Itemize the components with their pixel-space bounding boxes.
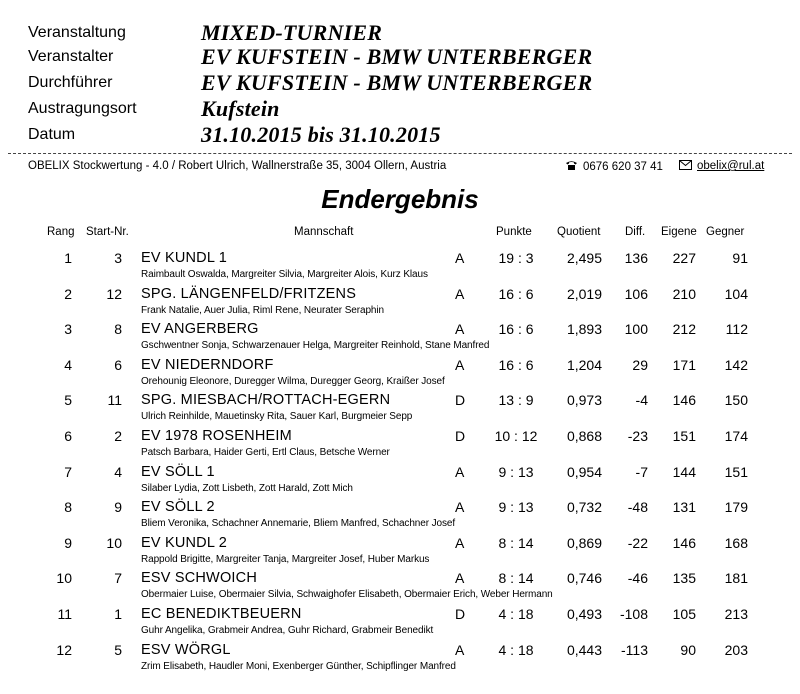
header-diff: Diff. [625, 226, 646, 238]
phone-number: 0676 620 37 41 [583, 161, 663, 173]
quotient-cell: 0,746 [566, 570, 602, 587]
table-row [0, 606, 800, 642]
group-cell: A [455, 285, 465, 302]
opponent-points-cell: 203 [724, 641, 748, 658]
group-cell: A [455, 641, 465, 658]
start-number-cell: 8 [114, 321, 122, 338]
meta-row [0, 70, 800, 98]
header-eigene: Eigene [661, 226, 697, 238]
own-points-cell: 146 [672, 392, 696, 409]
own-points-cell: 131 [672, 499, 696, 516]
team-players: Frank Natalie, Auer Julia, Riml Rene, Neurater Seraphin [141, 304, 384, 316]
team-name: EV ANGERBERG [141, 321, 259, 338]
meta-label: Durchführer [28, 74, 113, 91]
phone-contact [565, 160, 663, 173]
diff-cell: -48 [627, 499, 648, 516]
quotient-cell: 2,019 [566, 285, 602, 302]
meta-value: EV KUFSTEIN - BMW UNTERBERGER [201, 70, 593, 95]
team-name: EV KUNDL 1 [141, 250, 228, 266]
table-row [0, 286, 800, 322]
start-number-cell: 9 [114, 499, 122, 516]
table-row [0, 357, 800, 393]
diff-cell: -4 [635, 392, 648, 409]
meta-value: EV KUFSTEIN - BMW UNTERBERGER [201, 44, 593, 69]
meta-row [0, 44, 800, 72]
diff-cell: -22 [627, 534, 648, 551]
meta-value: 31.10.2015 bis 31.10.2015 [201, 122, 441, 147]
points-cell: 8 : 14 [498, 534, 534, 551]
points-cell: 4 : 18 [498, 641, 534, 658]
quotient-cell: 1,893 [566, 321, 602, 338]
group-cell: A [455, 321, 465, 338]
header-start-nr: Start-Nr. [86, 226, 129, 238]
opponent-points-cell: 151 [724, 463, 748, 480]
header-rang: Rang [47, 226, 75, 238]
divider [8, 153, 792, 154]
rank-cell: 10 [56, 570, 72, 587]
diff-cell: -7 [635, 463, 648, 480]
meta-value: MIXED-TURNIER [201, 20, 383, 45]
team-name: EV NIEDERNDORF [141, 356, 274, 373]
quotient-cell: 0,973 [566, 392, 602, 409]
group-cell: A [455, 499, 465, 516]
meta-label: Veranstalter [28, 48, 114, 65]
table-row [0, 535, 800, 571]
rank-cell: 7 [64, 463, 72, 480]
mail-icon [679, 160, 692, 170]
points-cell: 10 : 12 [494, 428, 538, 444]
group-cell: A [455, 356, 465, 373]
quotient-cell: 0,732 [566, 499, 602, 516]
team-players: Obermaier Luise, Obermaier Silvia, Schwaighofer Elisabeth, Obermaier Erich, Weber Hermann [141, 589, 553, 601]
group-cell: D [455, 428, 466, 444]
table-row [0, 250, 800, 286]
own-points-cell: 227 [672, 250, 696, 266]
own-points-cell: 144 [672, 463, 696, 480]
team-name: EV SÖLL 1 [141, 463, 215, 480]
own-points-cell: 135 [672, 570, 696, 587]
own-points-cell: 105 [672, 606, 696, 622]
meta-label: Austragungsort [28, 100, 137, 117]
rank-cell: 12 [56, 641, 72, 658]
start-number-cell: 1 [114, 606, 122, 622]
own-points-cell: 212 [672, 321, 696, 338]
diff-cell: -108 [619, 606, 648, 622]
team-name: EV 1978 ROSENHEIM [141, 428, 292, 444]
team-players: Gschwentner Sonja, Schwarzenauer Helga, Margreiter Reinhold, Stane Manfred [141, 340, 490, 352]
own-points-cell: 146 [672, 534, 696, 551]
group-cell: A [455, 250, 465, 266]
opponent-points-cell: 142 [724, 356, 748, 373]
opponent-points-cell: 168 [724, 534, 748, 551]
rank-cell: 6 [64, 428, 72, 444]
rank-cell: 3 [64, 321, 72, 338]
team-players: Patsch Barbara, Haider Gerti, Ertl Claus, Betsche Werner [141, 447, 390, 458]
meta-label: Datum [28, 126, 76, 143]
table-header [0, 226, 800, 242]
opponent-points-cell: 213 [724, 606, 748, 622]
diff-cell: 106 [624, 285, 648, 302]
meta-row [0, 96, 800, 124]
start-number-cell: 5 [114, 641, 122, 658]
table-row [0, 642, 800, 678]
team-name: SPG. MIESBACH/ROTTACH-EGERN [141, 392, 391, 409]
diff-cell: 29 [632, 356, 648, 373]
team-name: EC BENEDIKTBEUERN [141, 606, 302, 622]
diff-cell: -46 [627, 570, 648, 587]
opponent-points-cell: 181 [724, 570, 748, 587]
table-row [0, 570, 800, 606]
start-number-cell: 10 [106, 534, 122, 551]
rank-cell: 4 [64, 356, 72, 373]
diff-cell: -23 [627, 428, 648, 444]
own-points-cell: 90 [680, 641, 696, 658]
points-cell: 16 : 6 [498, 356, 534, 373]
points-cell: 16 : 6 [498, 285, 534, 302]
diff-cell: 100 [624, 321, 648, 338]
diff-cell: -113 [621, 641, 648, 658]
start-number-cell: 12 [106, 285, 122, 302]
team-name: ESV WÖRGL [141, 641, 231, 658]
email-link[interactable]: obelix@rul.at [697, 160, 765, 172]
header-quotient: Quotient [557, 226, 601, 238]
table-row [0, 428, 800, 464]
start-number-cell: 3 [114, 250, 122, 266]
group-cell: D [455, 392, 466, 409]
team-name: EV SÖLL 2 [141, 499, 215, 516]
rank-cell: 1 [64, 250, 72, 266]
own-points-cell: 210 [672, 285, 696, 302]
team-players: Bliem Veronika, Schachner Annemarie, Bliem Manfred, Schachner Josef [141, 518, 456, 530]
start-number-cell: 4 [114, 463, 122, 480]
quotient-cell: 0,954 [566, 463, 602, 480]
points-cell: 13 : 9 [498, 392, 534, 409]
rank-cell: 9 [64, 534, 72, 551]
software-footer [28, 160, 773, 176]
meta-label: Veranstaltung [28, 24, 126, 41]
team-name: EV KUNDL 2 [141, 534, 228, 551]
points-cell: 19 : 3 [498, 250, 534, 266]
points-cell: 8 : 14 [498, 570, 534, 587]
table-row [0, 499, 800, 535]
points-cell: 16 : 6 [498, 321, 534, 338]
opponent-points-cell: 174 [724, 428, 748, 444]
group-cell: A [455, 570, 465, 587]
opponent-points-cell: 91 [732, 250, 748, 266]
points-cell: 9 : 13 [498, 463, 534, 480]
opponent-points-cell: 104 [724, 285, 748, 302]
start-number-cell: 6 [114, 356, 122, 373]
quotient-cell: 0,868 [566, 428, 602, 444]
group-cell: A [455, 534, 465, 551]
quotient-cell: 0,443 [566, 641, 602, 658]
page-title: Endergebnis [321, 184, 479, 214]
rank-cell: 11 [57, 606, 72, 622]
table-row [0, 464, 800, 500]
header-mannschaft: Mannschaft [294, 226, 354, 238]
start-number-cell: 11 [107, 392, 122, 409]
table-row [0, 321, 800, 357]
points-cell: 4 : 18 [498, 606, 534, 622]
team-players: Orehounig Eleonore, Duregger Wilma, Duregger Georg, Kraißer Josef [141, 375, 445, 387]
opponent-points-cell: 112 [725, 321, 748, 338]
points-cell: 9 : 13 [498, 499, 534, 516]
team-name: ESV SCHWOICH [141, 570, 257, 587]
team-players: Ulrich Reinhilde, Mauetinsky Rita, Sauer Karl, Burgmeier Sepp [141, 411, 413, 423]
meta-value: Kufstein [201, 96, 280, 121]
rank-cell: 8 [64, 499, 72, 516]
quotient-cell: 1,204 [566, 356, 602, 373]
own-points-cell: 171 [672, 356, 696, 373]
opponent-points-cell: 150 [724, 392, 748, 409]
header-punkte: Punkte [496, 226, 532, 238]
start-number-cell: 7 [114, 570, 122, 587]
rank-cell: 5 [64, 392, 72, 409]
rank-cell: 2 [64, 285, 72, 302]
start-number-cell: 2 [114, 428, 122, 444]
phone-icon [565, 160, 578, 171]
email-contact [679, 160, 764, 172]
header-gegner: Gegner [706, 226, 745, 238]
team-players: Raimbault Oswalda, Margreiter Silvia, Margreiter Alois, Kurz Klaus [141, 269, 428, 280]
diff-cell: 136 [624, 250, 648, 266]
team-players: Rappold Brigitte, Margreiter Tanja, Margreiter Josef, Huber Markus [141, 553, 430, 565]
quotient-cell: 2,495 [566, 250, 602, 266]
table-row [0, 392, 800, 428]
team-name: SPG. LÄNGENFELD/FRITZENS [141, 285, 357, 302]
team-players: Guhr Angelika, Grabmeir Andrea, Guhr Richard, Grabmeir Benedikt [141, 625, 434, 636]
team-players: Zrim Elisabeth, Haudler Moni, Exenberger Günther, Schipflinger Manfred [141, 660, 456, 672]
meta-row [0, 122, 800, 150]
team-players: Silaber Lydia, Zott Lisbeth, Zott Harald, Zott Mich [141, 482, 353, 494]
software-credit: OBELIX Stockwertung - 4.0 / Robert Ulrich, Wallnerstraße 35, 3004 Ollern, Austria [28, 160, 447, 172]
group-cell: D [455, 606, 466, 622]
group-cell: A [455, 463, 465, 480]
opponent-points-cell: 179 [724, 499, 748, 516]
quotient-cell: 0,493 [566, 606, 602, 622]
own-points-cell: 151 [672, 428, 696, 444]
quotient-cell: 0,869 [566, 534, 602, 551]
